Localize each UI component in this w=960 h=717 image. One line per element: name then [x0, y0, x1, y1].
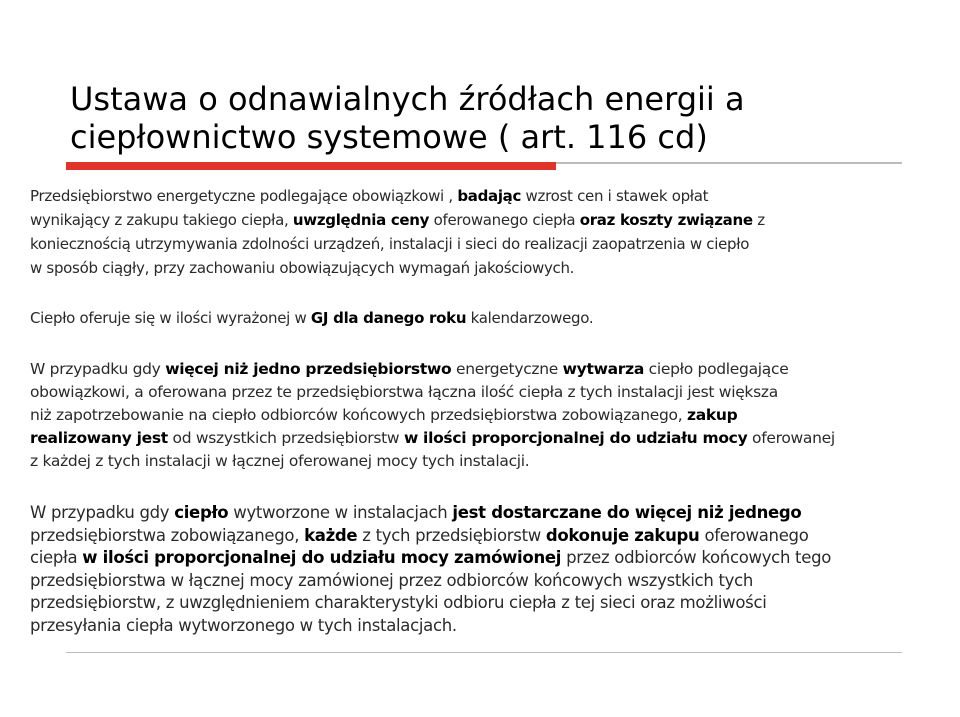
slide-title-line-1: Ustawa o odnawialnych źródłach energii a	[70, 80, 745, 118]
text-line: przedsiębiorstw, z uwzględnieniem charakterystyki odbioru ciepła z tej sieci oraz możliwości	[30, 593, 767, 612]
emphasis: w ilości proporcjonalnej do udziału mocy zamówionej	[82, 548, 562, 567]
emphasis: realizowany jest	[30, 429, 168, 447]
footer-rule	[66, 652, 902, 653]
slide-title-line-2: ciepłownictwo systemowe ( art. 116 cd)	[70, 118, 708, 156]
paragraph-price-assessment	[30, 184, 945, 280]
text-line: ciepła w ilości proporcjonalnej do udziału mocy zamówionej przez odbiorców końcowych tego	[30, 548, 832, 567]
text-line: przedsiębiorstwa zobowiązanego, każde z tych przedsiębiorstw dokonuje zakupu oferowanego	[30, 525, 809, 545]
text-line: koniecznością utrzymywania zdolności urządzeń, instalacji i sieci do realizacji zaopatrzenia w ciepło	[30, 235, 750, 253]
emphasis: ciepło	[174, 503, 229, 522]
paragraph-multiple-producers	[30, 358, 945, 473]
emphasis: GJ dla danego roku	[310, 309, 467, 327]
emphasis: dokonuje zakupu	[545, 525, 700, 545]
text-line: W przypadku gdy ciepło wytworzone w instalacjach jest dostarczane do więcej niż jednego	[30, 503, 802, 522]
emphasis: w ilości proporcjonalnej do udziału mocy	[403, 429, 748, 447]
text-line: W przypadku gdy więcej niż jedno przedsiębiorstwo energetyczne wytwarza ciepło podlegające	[30, 360, 789, 378]
emphasis: badając	[457, 187, 522, 205]
title-underline-rule	[556, 162, 902, 164]
title-underline-accent	[66, 162, 556, 170]
text-line: Ciepło oferuje się w ilości wyrażonej w GJ dla danego roku kalendarzowego.	[30, 309, 594, 327]
emphasis: jest dostarczane do więcej niż jednego	[452, 503, 802, 522]
emphasis: uwzględnia ceny	[292, 211, 430, 229]
text-line: w sposób ciągły, przy zachowaniu obowiązujących wymagań jakościowych.	[30, 259, 575, 277]
paragraph-heat-quantity	[30, 306, 945, 330]
emphasis: więcej niż jedno przedsiębiorstwo	[165, 360, 452, 378]
text-line: z każdej z tych instalacji w łącznej oferowanej mocy tych instalacji.	[30, 452, 530, 470]
text-line: niż zapotrzebowanie na ciepło odbiorców końcowych przedsiębiorstwa zobowiązanego, zakup	[30, 406, 738, 424]
emphasis: oraz koszty związane	[579, 211, 753, 229]
text-line: przesyłania ciepła wytworzonego w tych instalacjach.	[30, 615, 457, 635]
text-line: obowiązkowi, a oferowana przez te przedsiębiorstwa łączna ilość ciepła z tych instalacji jest większa	[30, 383, 778, 401]
slide-title	[70, 80, 930, 156]
emphasis: wytwarza	[562, 360, 644, 378]
text-line: realizowany jest od wszystkich przedsiębiorstw w ilości proporcjonalnej do udziału mocy oferowanej	[30, 429, 835, 447]
text-line: wynikający z zakupu takiego ciepła, uwzględnia ceny oferowanego ciepła oraz koszty związane z	[30, 211, 765, 229]
emphasis: zakup	[686, 406, 738, 424]
text-line: przedsiębiorstwa w łącznej mocy zamówionej przez odbiorców końcowych wszystkich tych	[30, 570, 754, 590]
text-line: Przedsiębiorstwo energetyczne podlegające obowiązkowi , badając wzrost cen i stawek opłat	[30, 187, 709, 205]
paragraph-multiple-obligated	[30, 502, 945, 637]
emphasis: każde	[304, 525, 358, 545]
